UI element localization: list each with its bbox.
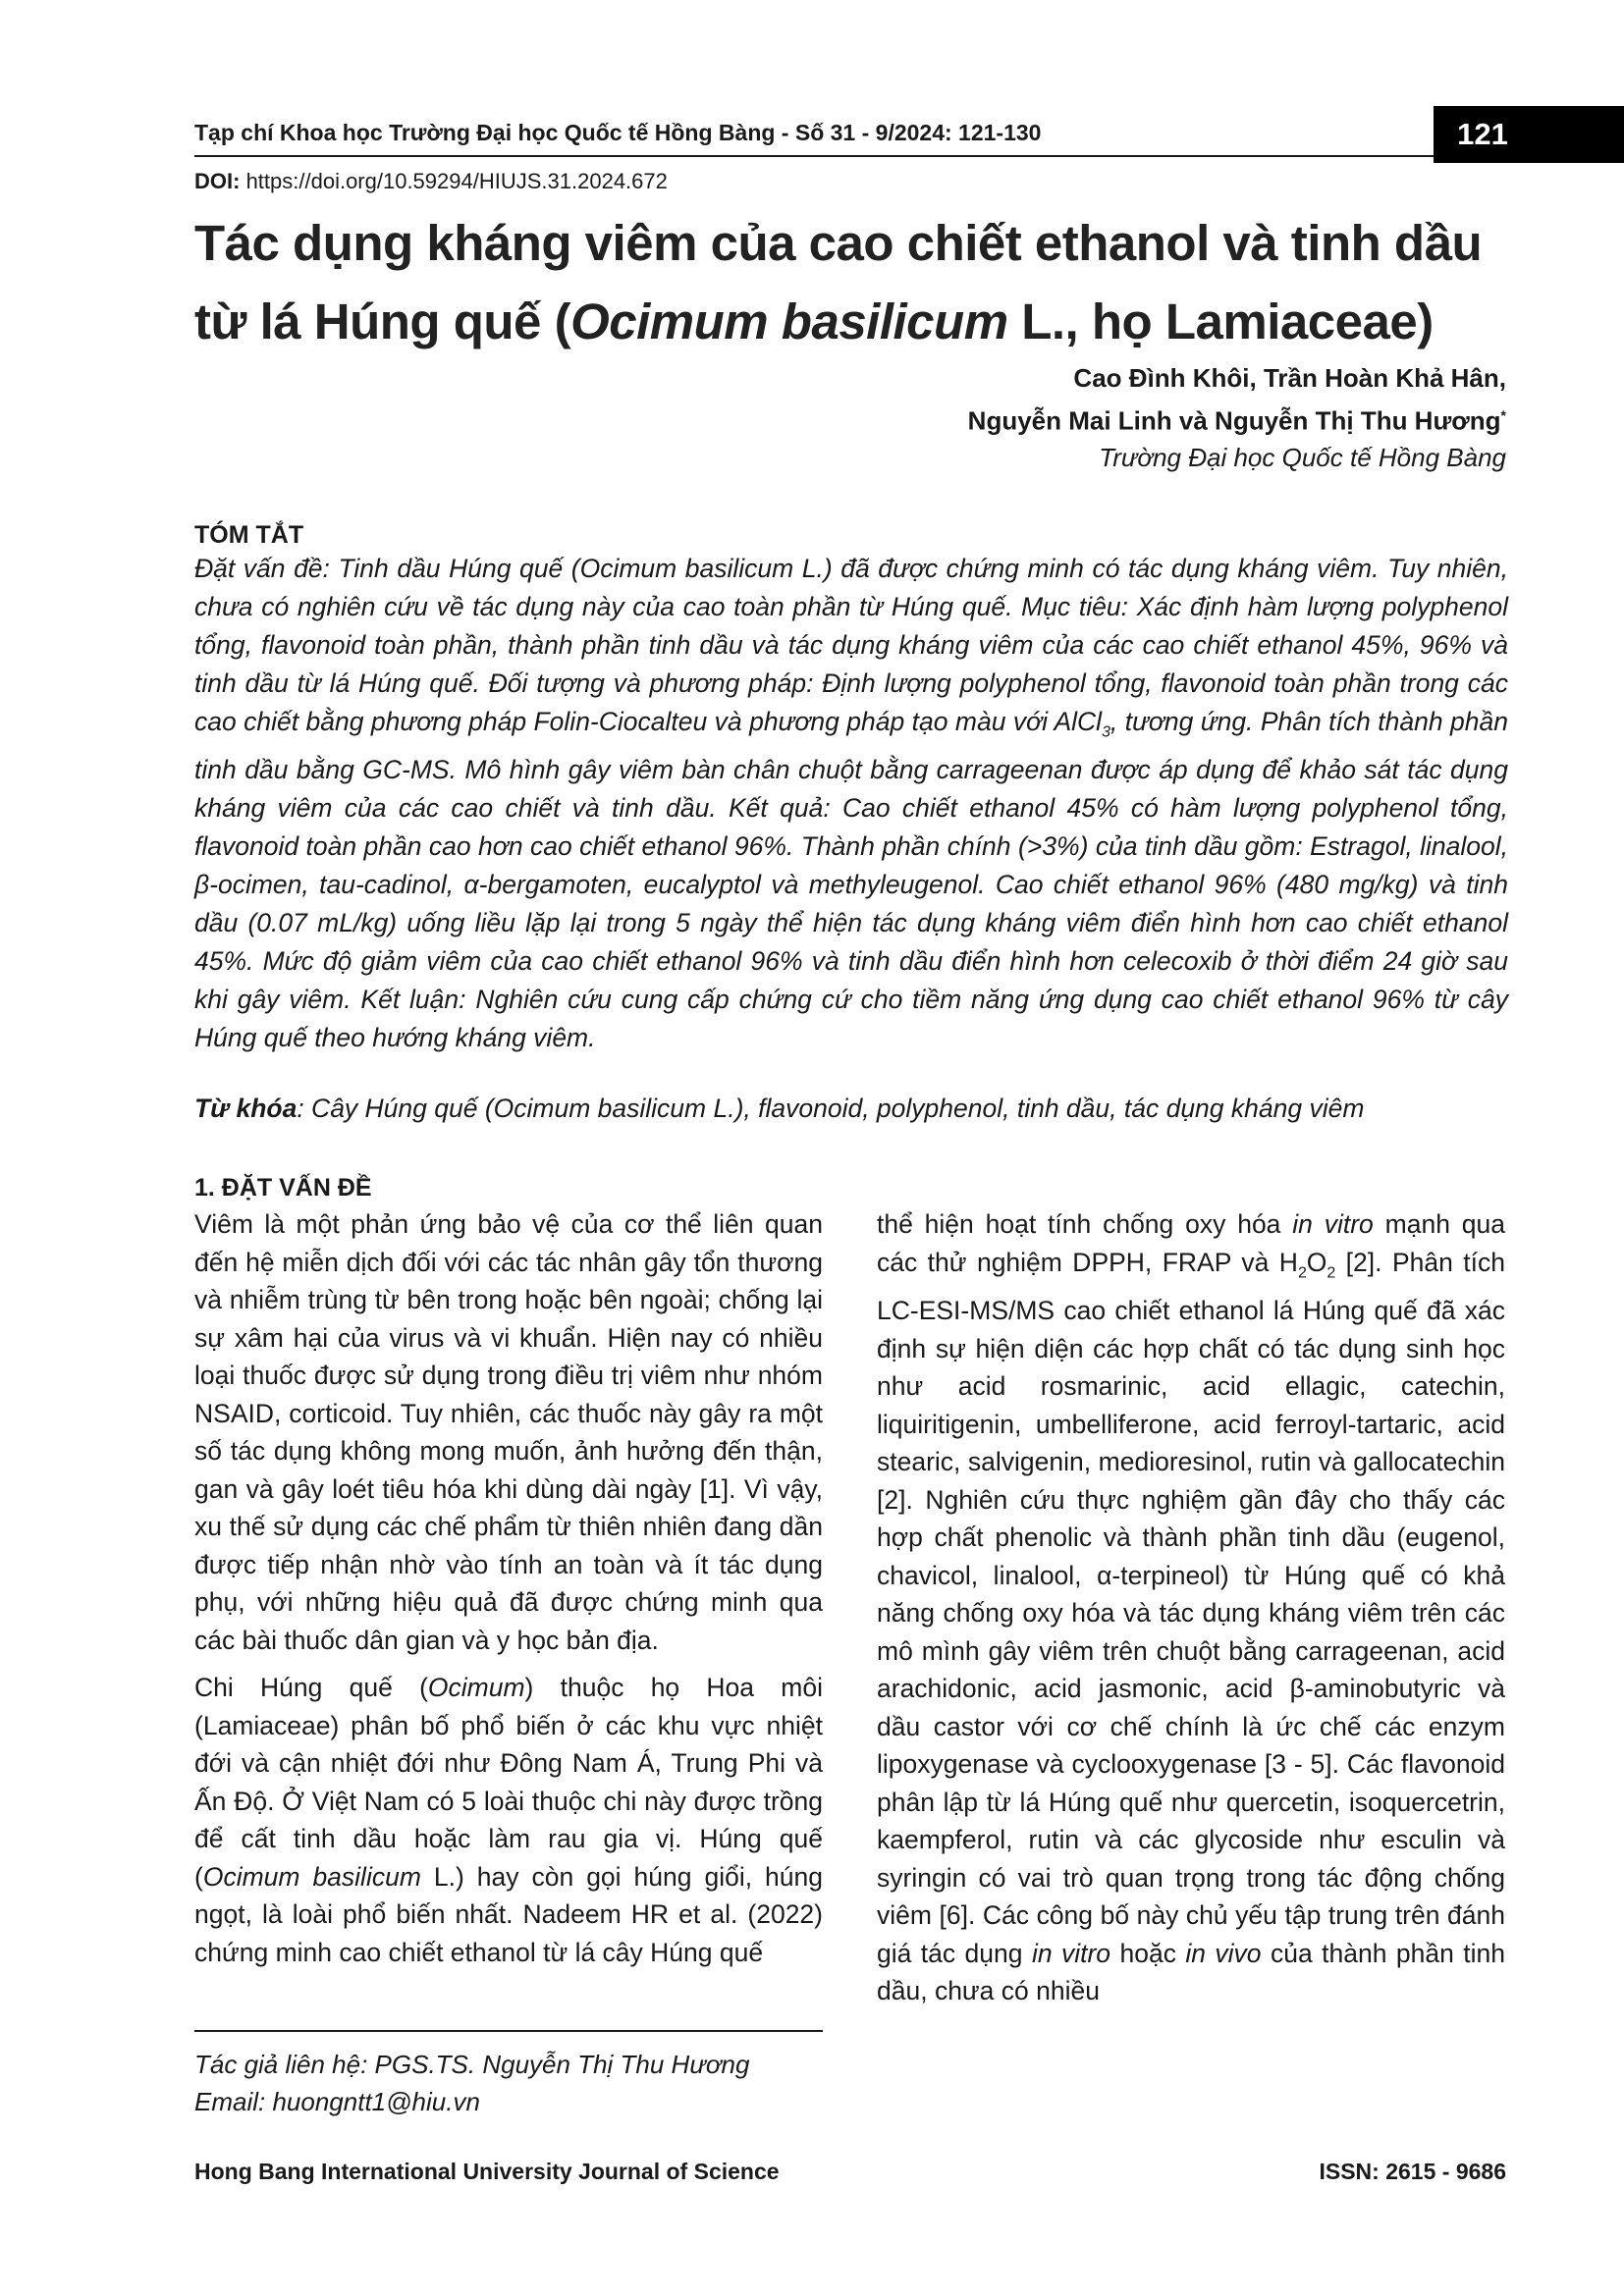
abstract-heading: TÓM TẮT <box>194 521 304 549</box>
doi-link[interactable]: https://doi.org/10.59294/HIUJS.31.2024.672 <box>240 169 668 193</box>
p2-text-c: ) thuộc họ Hoa môi (Lamiaceae) phân bố phổ biến ở các khu vực nhiệt đới và cận nhiệt đới như Đông Nam Á, Trung Phi và Ấn Độ. Ở Việt Nam có 5 loài thuộc chi này được trồng để cất tinh dầu hoặc làm rau gia vị. Húng quế ( <box>194 1673 823 1892</box>
p2-text-a: Chi Húng quế ( <box>194 1673 428 1702</box>
authors <box>968 359 1506 440</box>
p3-in-vivo: in vivo <box>1185 1938 1262 1968</box>
p3-o: O <box>1306 1247 1327 1277</box>
p3-text-f: hoặc <box>1110 1938 1186 1968</box>
abstract-text-2: , tương ứng. Phân tích thành phần tinh dầu bằng GC-MS. Mô hình gây viêm bàn chân chuột bằng carrageenan được áp dụng để khảo sát tác dụng kháng viêm của các cao chiết và tinh dầu. Kết quả: Cao chiết ethanol 45% có hàm lượng polyphenol tổng, flavonoid toàn phần cao hơn cao chiết ethanol 96%. Thành phần chính (>3%) của tinh dầu gồm: Estragol, linalool, β-ocimen, tau-cadinol, α-bergamoten, eucalyptol và methyleugenol. Cao chiết ethanol 96% (480 mg/kg) và tinh dầu (0.07 mL/kg) uống liều lặp lại trong 5 ngày thể hiện tác dụng kháng viêm điển hình hơn cao chiết ethanol 45%. Mức độ giảm viêm của cao chiết ethanol 96% và tinh dầu điển hình hơn celecoxib ở thời điểm 24 giờ sau khi gây viêm. Kết luận: Nghiên cứu cung cấp chứng cứ cho tiềm năng ứng dụng cao chiết ethanol 96% từ cây Húng quế theo hướng kháng viêm. <box>194 707 1508 1053</box>
affiliation: Trường Đại học Quốc tế Hồng Bàng <box>1099 443 1506 472</box>
p3-text-h: của thành phần tinh dầu, chưa có nhiều <box>877 1938 1505 2006</box>
abstract-text-1: Đặt vấn đề: Tinh dầu Húng quế (Ocimum basilicum L.) đã được chứng minh có tác dụng kháng viêm. Tuy nhiên, chưa có nghiên cứu về tác dụng này của cao toàn phần từ Húng quế. Mục tiêu: Xác định hàm lượng polyphenol tổng, flavonoid toàn phần, thành phần tinh dầu và tác dụng kháng viêm của các cao chiết ethanol 45%, 96% và tinh dầu từ lá Húng quế. Đối tượng và phương pháp: Định lượng polyphenol tổng, flavonoid toàn phần trong các cao chiết bằng phương pháp Folin-Ciocalteu và phương pháp tạo màu với AlCl <box>194 554 1508 736</box>
doi-line <box>194 167 668 196</box>
p3-text-d: [2]. Phân tích LC-ESI-MS/MS cao chiết ethanol lá Húng quế đã xác định sự hiện diện các hợp chất có tác dụng sinh học như acid rosmarinic, acid ellagic, catechin, liquiritigenin, umbelliferone, acid ferroyl-tartaric, acid stearic, salvigenin, medioresinol, rutin và gallocatechin [2]. Nghiên cứu thực nghiệm gần đây cho thấy các hợp chất phenolic và thành phần tinh dầu (eugenol, chavicol, linalool, α-terpineol) từ Húng quế có khả năng chống oxy hóa và tác dụng kháng viêm trên các mô mình gây viêm trên chuột bằng carrageenan, acid arachidonic, acid jasmonic, acid β-aminobutyric và dầu castor với cơ chế chính là ức chế các enzym lipoxygenase và cyclooxygenase [3 - 5]. Các flavonoid phân lập từ lá Húng quế như quercetin, isoquercetrin, kaempferol, rutin và các glycoside như esculin và syringin có vai trò quan trọng trong tác động chống viêm [6]. Các công bố này chủ yếu tập trung trên đánh giá tác dụng <box>877 1247 1505 1968</box>
keywords-label: Từ khóa <box>194 1094 298 1123</box>
authors-line-2 <box>968 397 1506 440</box>
left-column <box>194 1205 823 1971</box>
paragraph-1: Viêm là một phản ứng bảo vệ của cơ thể liên quan đến hệ miễn dịch đối với các tác nhân gây tổn thương và nhiễm trùng từ bên trong hoặc bên ngoài; chống lại sự xâm hại của virus và vi khuẩn. Hiện nay có nhiều loại thuốc được sử dụng trong điều trị viêm như nhóm NSAID, corticoid. Tuy nhiên, các thuốc này gây ra một số tác dụng không mong muốn, ảnh hưởng đến thận, gan và gây loét tiêu hóa khi dùng dài ngày [1]. Vì vậy, xu thế sử dụng các chế phẩm từ thiên nhiên đang dần được tiếp nhận nhờ vào tính an toàn và ít tác dụng phụ, với những hiệu quả đã được chứng minh qua các bài thuốc dân gian và y học bản địa. <box>194 1209 823 1655</box>
keywords <box>194 1090 1508 1127</box>
abstract-subscript: 3 <box>1102 723 1110 741</box>
p3-sub-2: 2 <box>1326 1263 1336 1281</box>
title-line-2-start: từ lá Húng quế ( <box>194 294 571 349</box>
keywords-text: : Cây Húng quế (Ocimum basilicum L.), flavonoid, polyphenol, tinh dầu, tác dụng kháng viêm <box>297 1094 1365 1123</box>
p3-sub-1: 2 <box>1297 1263 1307 1281</box>
corresponding-author: Tác giả liên hệ: PGS.TS. Nguyễn Thị Thu Hương <box>194 2050 750 2079</box>
authors-line-1: Cao Đình Khôi, Trần Hoàn Khả Hân, <box>1073 363 1506 393</box>
p2-species: Ocimum basilicum <box>202 1861 421 1892</box>
p3-in-vitro: in vitro <box>1292 1209 1374 1239</box>
p3-in-vitro-2: in vitro <box>1031 1938 1111 1968</box>
p2-genus: Ocimum <box>427 1673 525 1702</box>
title-line-2 <box>194 283 1510 361</box>
paragraph-3 <box>877 1205 1505 2010</box>
corresponding-marker: * <box>1500 407 1506 423</box>
title-species: Ocimum basilicum <box>570 294 1008 349</box>
page-number: 121 <box>1457 117 1508 151</box>
paragraph-2 <box>194 1669 823 1971</box>
title-line-1: Tác dụng kháng viêm của cao chiết ethanol và tinh dầu <box>194 215 1483 271</box>
right-column <box>877 1205 1505 2010</box>
footnote <box>194 2046 749 2120</box>
abstract-body <box>194 550 1508 1057</box>
p3-text-c: mạnh qua các thử nghiệm DPPH, FRAP và H <box>877 1209 1505 1277</box>
footer-journal: Hong Bang International University Journal of Science <box>194 2159 780 2184</box>
section-heading: 1. ĐẶT VẤN ĐỀ <box>194 1174 372 1201</box>
authors-line-2-text: Nguyễn Mai Linh và Nguyễn Thị Thu Hương <box>967 405 1501 436</box>
journal-header: Tạp chí Khoa học Trường Đại học Quốc tế Hồng Bàng - Số 31 - 9/2024: 121-130 <box>194 120 1042 145</box>
footer-issn: ISSN: 2615 - 9686 <box>1319 2159 1506 2184</box>
p3-text-a: thể hiện hoạt tính chống oxy hóa <box>877 1209 1293 1239</box>
author-email[interactable]: Email: huongntt1@hiu.vn <box>194 2087 480 2116</box>
footnote-rule <box>194 2030 823 2032</box>
p2-text-e: L.) hay còn gọi húng giổi, húng ngọt, là loài phổ biến nhất. Nadeem HR et al. (2022) chứng minh cao chiết ethanol từ lá cây Húng quế <box>194 1861 824 1967</box>
page-number-badge <box>1434 106 1624 163</box>
header-rule <box>194 155 1434 157</box>
title-line-2-end: L., họ Lamiaceae) <box>1007 294 1434 349</box>
article-title <box>194 204 1510 361</box>
doi-label: DOI: <box>194 169 241 193</box>
